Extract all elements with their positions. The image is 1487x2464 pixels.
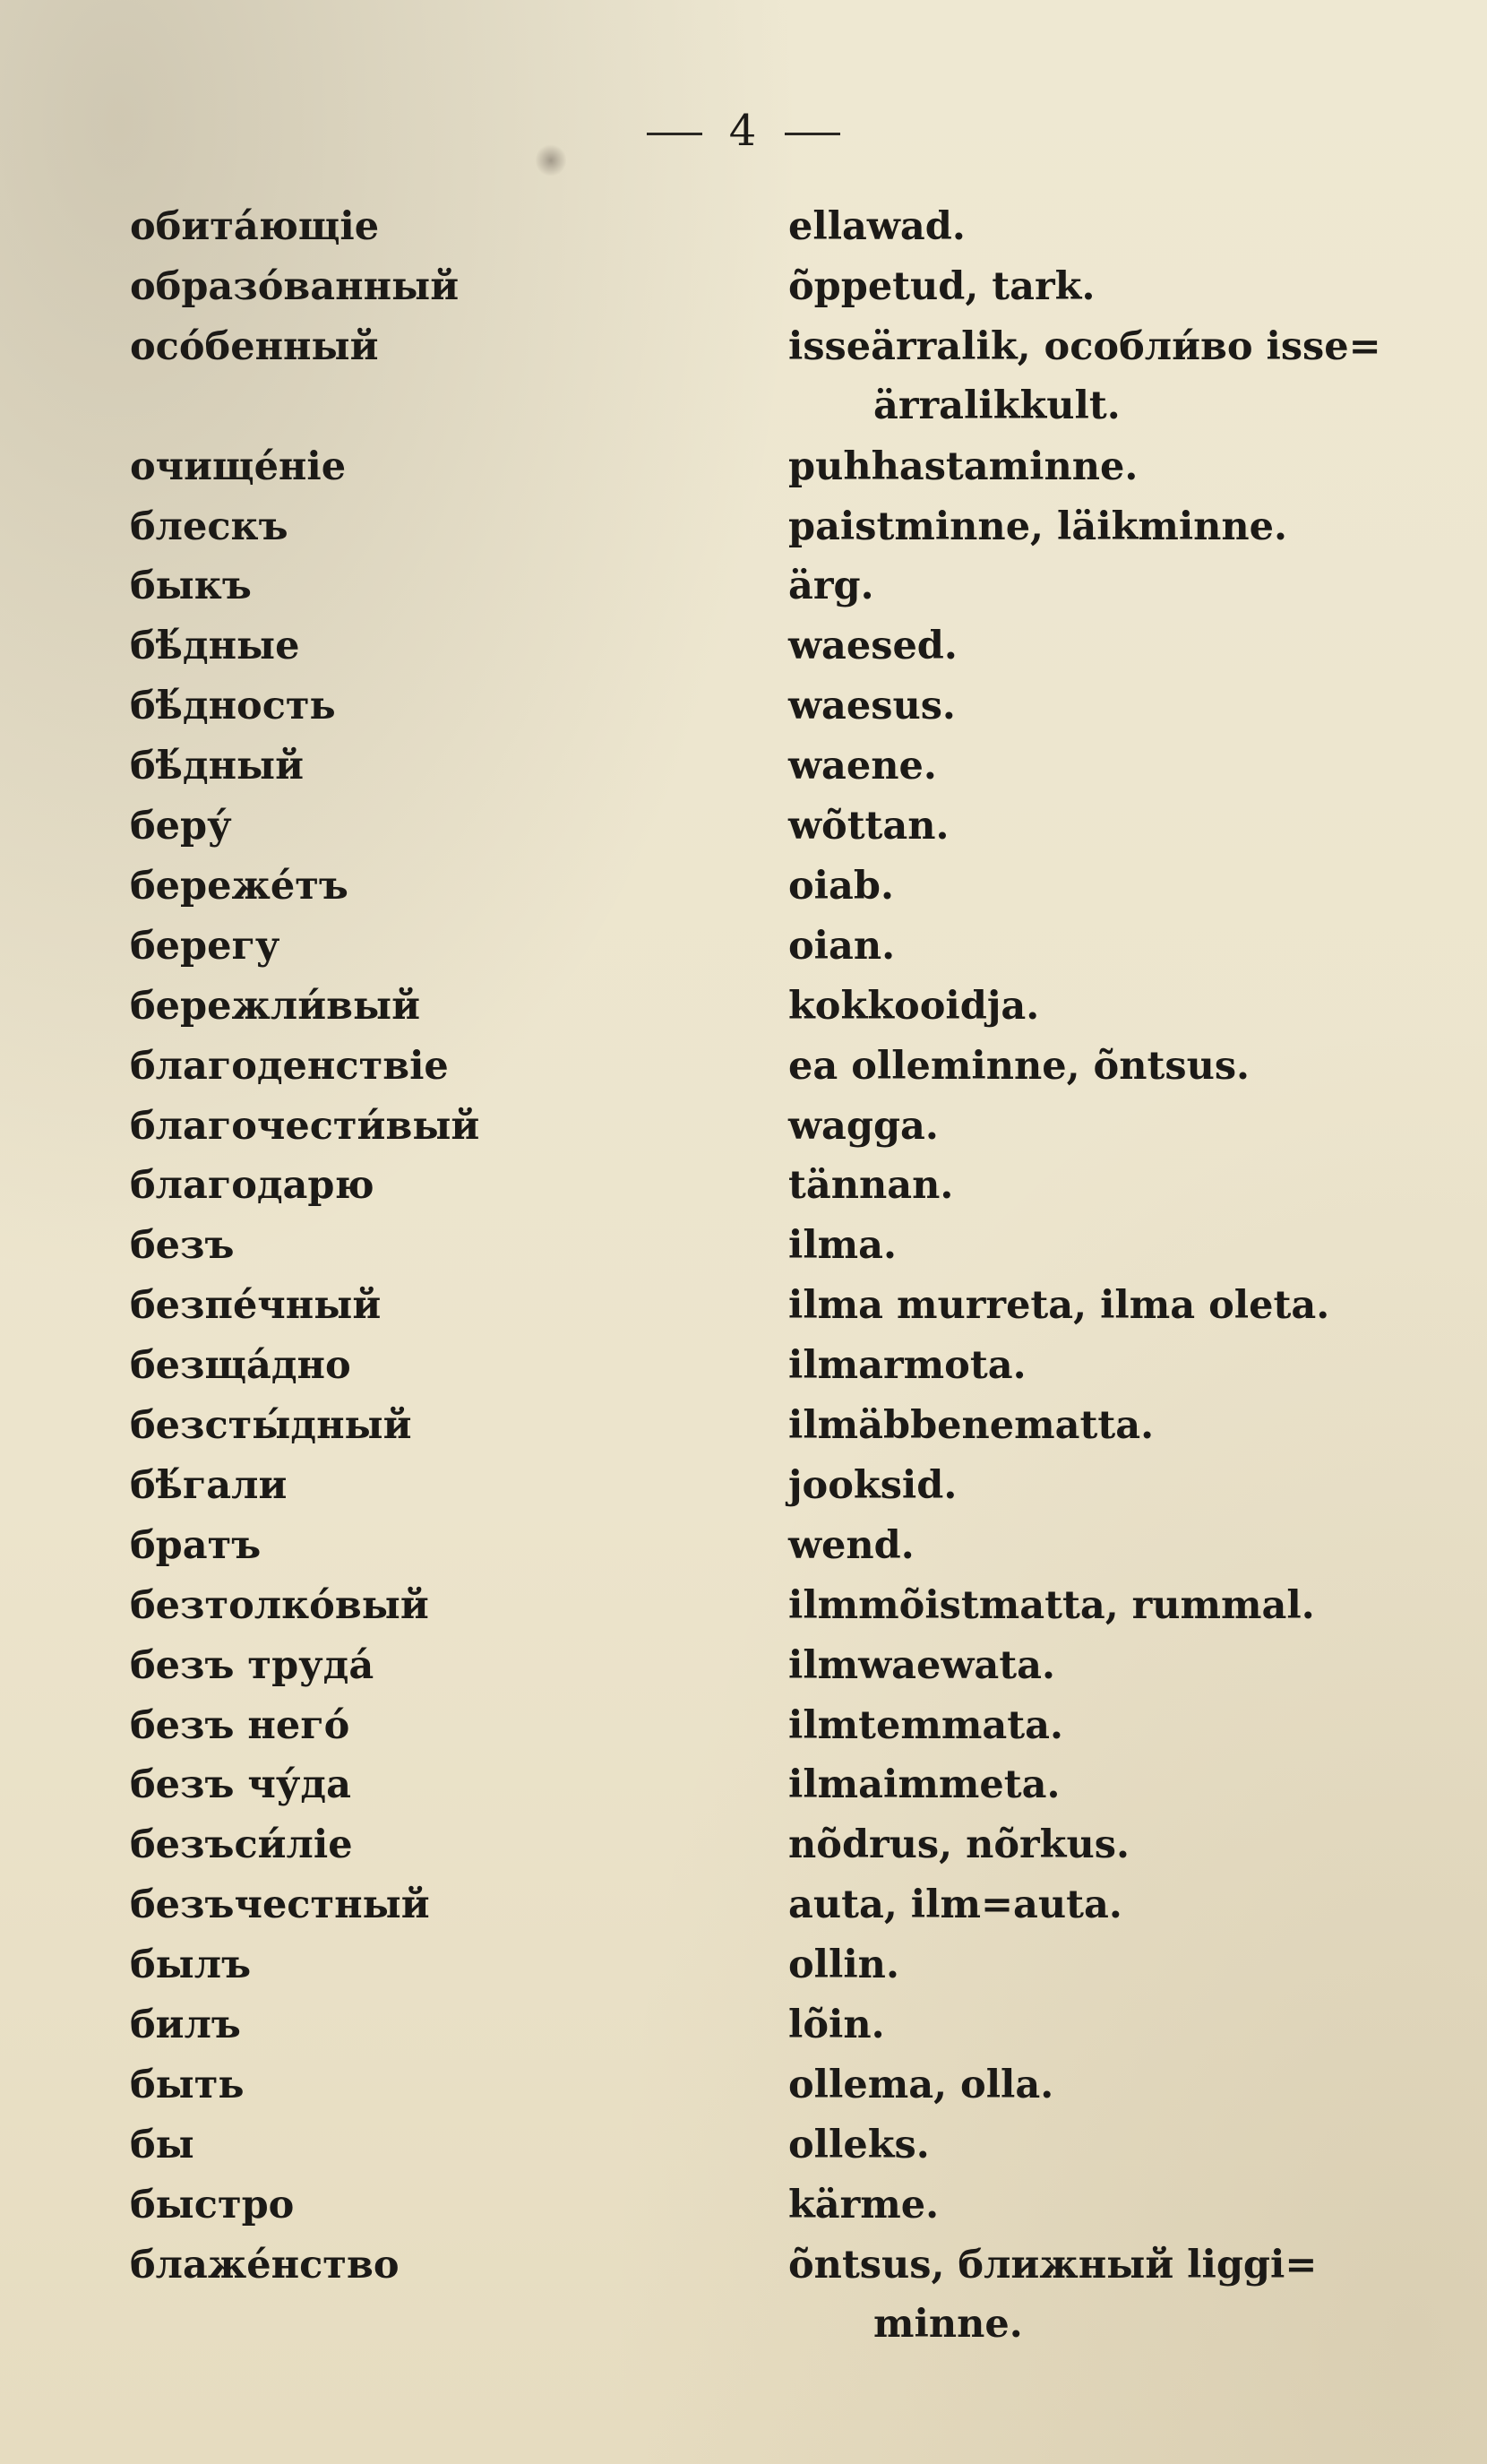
estonian-translation: ilmwaewata. xyxy=(788,1643,1055,1688)
entry-row xyxy=(0,1156,1487,1215)
russian-word: безъси́ліе xyxy=(130,1822,353,1867)
estonian-translation: lõin. xyxy=(788,2003,885,2047)
estonian-translation: ilmäbbenematta. xyxy=(788,1403,1155,1448)
entry-row xyxy=(0,1216,1487,1275)
entry-row xyxy=(0,2115,1487,2175)
entry-row xyxy=(0,1696,1487,1755)
russian-word: блаже́нство xyxy=(130,2243,400,2287)
entry-row xyxy=(0,1995,1487,2055)
russian-word: бѣ́дность xyxy=(130,684,336,728)
entry-row xyxy=(0,556,1487,616)
estonian-translation-continuation: minne. xyxy=(873,2302,1023,2347)
russian-word: благодарю xyxy=(130,1163,374,1208)
estonian-translation: tännan. xyxy=(788,1163,954,1208)
entry-row xyxy=(0,737,1487,796)
entry-row xyxy=(0,917,1487,976)
entry-row xyxy=(0,1336,1487,1395)
entry-row xyxy=(0,1755,1487,1814)
russian-word: безъ чу́да xyxy=(130,1762,351,1807)
russian-word: бѣ́гали xyxy=(130,1463,288,1508)
entry-row xyxy=(0,197,1487,256)
page-number: 4 xyxy=(728,106,759,156)
estonian-translation: olleks. xyxy=(788,2123,930,2167)
russian-word: береже́тъ xyxy=(130,864,348,909)
estonian-translation: ilmmõistmatta, rummal. xyxy=(788,1583,1315,1628)
russian-word: благочести́вый xyxy=(130,1104,480,1149)
entry-row xyxy=(0,1276,1487,1335)
entry-row xyxy=(0,2175,1487,2235)
entry-row xyxy=(0,2055,1487,2115)
estonian-translation: oiab. xyxy=(788,864,894,909)
entry-row xyxy=(0,857,1487,916)
estonian-translation-continuation: ärralikkult. xyxy=(873,383,1121,428)
entry-row xyxy=(0,1935,1487,1994)
entry-row xyxy=(0,797,1487,856)
russian-word: бы xyxy=(130,2123,194,2167)
estonian-translation: isseärralik, особли́во isse= xyxy=(788,324,1381,369)
russian-word: безсты́дный xyxy=(130,1403,412,1448)
estonian-translation: puhhastaminne. xyxy=(788,444,1139,489)
estonian-translation: wagga. xyxy=(788,1104,939,1149)
russian-word: берегу xyxy=(130,924,280,969)
entry-row xyxy=(0,1815,1487,1874)
estonian-translation: ollin. xyxy=(788,1943,899,1987)
russian-word: благоденствіе xyxy=(130,1044,449,1089)
entry-row xyxy=(0,676,1487,736)
estonian-translation: õntsus, ближный liggi= xyxy=(788,2243,1318,2287)
russian-word: бѣ́дный xyxy=(130,744,305,788)
russian-word: обита́ющіе xyxy=(130,204,380,249)
russian-word: безпе́чный xyxy=(130,1283,382,1328)
entry-row xyxy=(0,616,1487,676)
entry-row xyxy=(0,1396,1487,1455)
russian-word: былъ xyxy=(130,1943,252,1987)
russian-word: безъ xyxy=(130,1223,235,1268)
entry-row xyxy=(0,1037,1487,1096)
estonian-translation: ea olleminne, õntsus. xyxy=(788,1044,1251,1089)
russian-word: безъ него́ xyxy=(130,1703,350,1748)
estonian-translation: paistminne, läikminne. xyxy=(788,504,1288,549)
estonian-translation: ollema, olla. xyxy=(788,2063,1054,2107)
estonian-translation: oian. xyxy=(788,924,896,969)
estonian-translation: wend. xyxy=(788,1523,915,1568)
estonian-translation: ärg. xyxy=(788,564,874,608)
estonian-translation: waesus. xyxy=(788,684,956,728)
entry-row xyxy=(0,1456,1487,1515)
russian-word: беру́ xyxy=(130,804,232,849)
estonian-translation: ilma murreta, ilma oleta. xyxy=(788,1283,1330,1328)
russian-word: безъчестный xyxy=(130,1882,430,1927)
estonian-translation: nõdrus, nõrkus. xyxy=(788,1822,1130,1867)
estonian-translation: auta, ilm=auta. xyxy=(788,1882,1122,1927)
entry-row xyxy=(0,497,1487,556)
entry-row xyxy=(0,977,1487,1036)
russian-word: безтолко́вый xyxy=(130,1583,429,1628)
estonian-translation: waesed. xyxy=(788,624,958,668)
russian-word: блескъ xyxy=(130,504,288,549)
russian-word: быкъ xyxy=(130,564,252,608)
russian-word: бѣ́дные xyxy=(130,624,300,668)
estonian-translation: jooksid. xyxy=(788,1463,958,1508)
entry-row xyxy=(0,1576,1487,1635)
russian-word: образо́ванный xyxy=(130,264,460,309)
estonian-translation: kokkooidja. xyxy=(788,984,1040,1029)
entry-row xyxy=(0,317,1487,439)
russian-word: осо́бенный xyxy=(130,324,379,369)
russian-word: очище́ніе xyxy=(130,444,347,489)
estonian-translation: ilmaimmeta. xyxy=(788,1762,1061,1807)
russian-word: быстро xyxy=(130,2183,295,2227)
entry-row xyxy=(0,437,1487,496)
russian-word: бережли́вый xyxy=(130,984,420,1029)
russian-word: безща́дно xyxy=(130,1343,351,1388)
entry-row xyxy=(0,1875,1487,1934)
estonian-translation: õppetud, tark. xyxy=(788,264,1096,309)
entry-row xyxy=(0,1636,1487,1695)
estonian-translation: ilmtemmata. xyxy=(788,1703,1063,1748)
estonian-translation: ilma. xyxy=(788,1223,898,1268)
russian-word: билъ xyxy=(130,2003,241,2047)
entry-row xyxy=(0,1097,1487,1156)
russian-word: братъ xyxy=(130,1523,262,1568)
russian-word: быть xyxy=(130,2063,245,2107)
estonian-translation: kärme. xyxy=(788,2183,940,2227)
estonian-translation: ellawad. xyxy=(788,204,966,249)
entry-row xyxy=(0,257,1487,316)
estonian-translation: waene. xyxy=(788,744,937,788)
estonian-translation: wõttan. xyxy=(788,804,950,849)
entry-row xyxy=(0,2236,1487,2357)
entry-row xyxy=(0,1516,1487,1575)
estonian-translation: ilmarmota. xyxy=(788,1343,1027,1388)
russian-word: безъ труда́ xyxy=(130,1643,374,1688)
